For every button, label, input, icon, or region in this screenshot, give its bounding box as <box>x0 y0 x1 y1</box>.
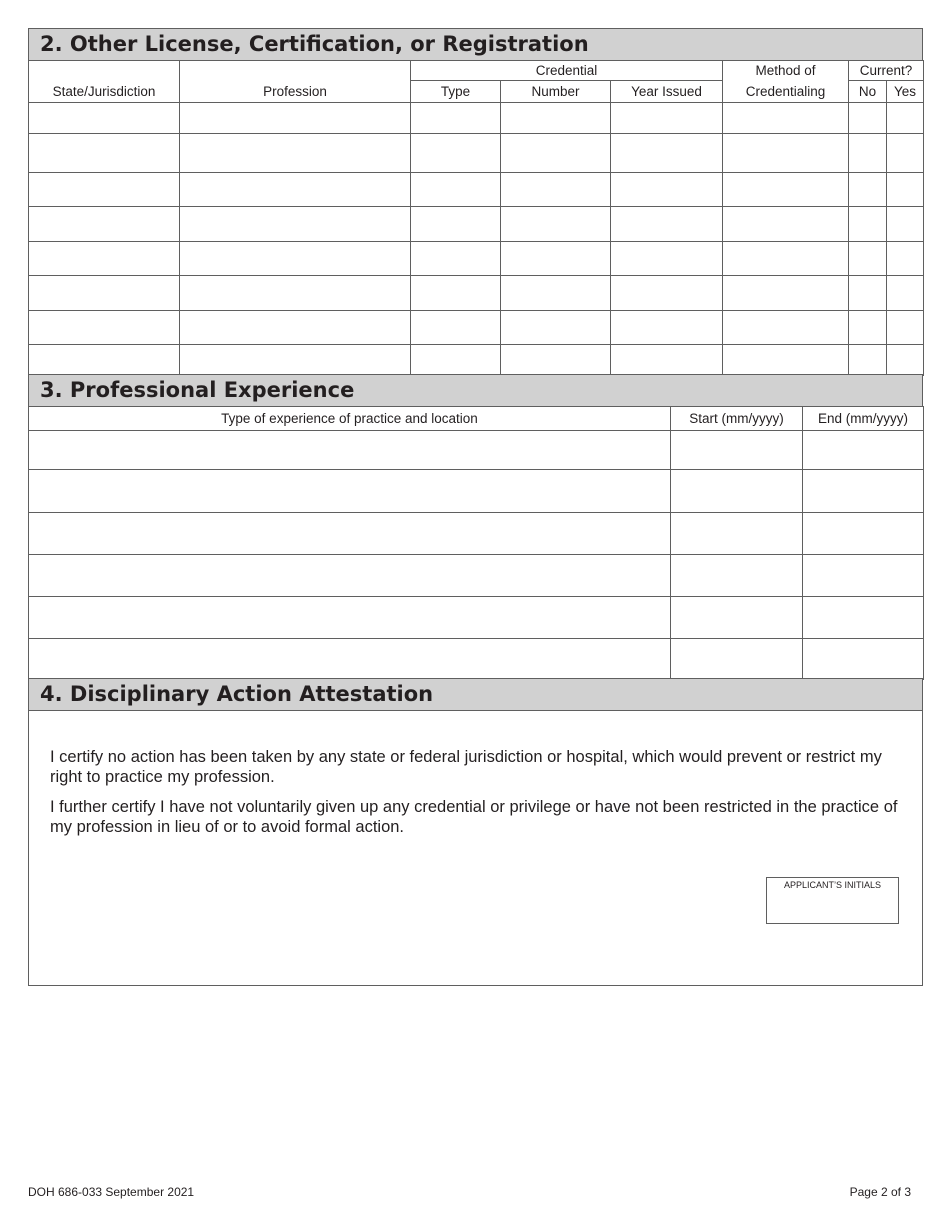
header-end: End (mm/yyyy) <box>803 407 924 431</box>
license-number-cell[interactable] <box>501 103 611 134</box>
license-profession-cell[interactable] <box>180 207 411 242</box>
page-number: Page 2 of 3 <box>849 1185 911 1199</box>
license-current-no-cell[interactable] <box>849 276 887 311</box>
license-year-issued-cell[interactable] <box>611 173 723 207</box>
experience-experience-type-cell[interactable] <box>29 555 671 597</box>
license-method-cell[interactable] <box>723 173 849 207</box>
license-year-issued-cell[interactable] <box>611 207 723 242</box>
license-current-no-cell[interactable] <box>849 311 887 345</box>
license-year-issued-cell[interactable] <box>611 345 723 376</box>
license-current-no-cell[interactable] <box>849 134 887 173</box>
license-row <box>29 345 924 376</box>
header-method-line2: Credentialing <box>723 81 849 103</box>
experience-row <box>29 639 924 680</box>
header-no: No <box>849 81 887 103</box>
header-spacer <box>29 61 180 81</box>
applicant-initials-label: APPLICANT’S INITIALS <box>783 880 882 890</box>
license-current-yes-cell[interactable] <box>887 345 924 376</box>
license-row <box>29 276 924 311</box>
section-3-title: 3. Professional Experience <box>28 374 923 407</box>
experience-start-cell[interactable] <box>671 555 803 597</box>
license-number-cell[interactable] <box>501 134 611 173</box>
experience-experience-type-cell[interactable] <box>29 597 671 639</box>
experience-end-cell[interactable] <box>803 470 924 513</box>
header-current: Current? <box>849 61 924 81</box>
experience-start-cell[interactable] <box>671 639 803 680</box>
license-year-issued-cell[interactable] <box>611 134 723 173</box>
license-table <box>28 60 924 376</box>
license-row <box>29 311 924 345</box>
license-state-cell[interactable] <box>29 242 180 276</box>
license-type-cell[interactable] <box>411 207 501 242</box>
header-credential: Credential <box>411 61 723 81</box>
section-4-title: 4. Disciplinary Action Attestation <box>28 678 923 711</box>
license-method-cell[interactable] <box>723 345 849 376</box>
license-profession-cell[interactable] <box>180 276 411 311</box>
attestation-paragraph-2: I further certify I have not voluntarily given up any credential or privilege or have not been restricted in the practice of my profession in lieu of or to avoid formal action. <box>50 798 898 836</box>
section-2-title: 2. Other License, Certification, or Registration <box>28 28 923 61</box>
license-year-issued-cell[interactable] <box>611 276 723 311</box>
license-number-cell[interactable] <box>501 242 611 276</box>
license-number-cell[interactable] <box>501 276 611 311</box>
license-current-no-cell[interactable] <box>849 207 887 242</box>
license-state-cell[interactable] <box>29 207 180 242</box>
license-profession-cell[interactable] <box>180 345 411 376</box>
license-current-no-cell[interactable] <box>849 103 887 134</box>
experience-row <box>29 597 924 639</box>
experience-row <box>29 513 924 555</box>
experience-experience-type-cell[interactable] <box>29 431 671 470</box>
experience-start-cell[interactable] <box>671 431 803 470</box>
experience-experience-type-cell[interactable] <box>29 513 671 555</box>
experience-start-cell[interactable] <box>671 597 803 639</box>
license-year-issued-cell[interactable] <box>611 311 723 345</box>
license-number-cell[interactable] <box>501 173 611 207</box>
attestation-paragraph-1: I certify no action has been taken by any state or federal jurisdiction or hospital, which would prevent or restrict my right to practice my profession. <box>50 748 882 786</box>
license-current-no-cell[interactable] <box>849 345 887 376</box>
header-method-line1: Method of <box>723 61 849 81</box>
license-type-cell[interactable] <box>411 345 501 376</box>
experience-start-cell[interactable] <box>671 513 803 555</box>
license-state-cell[interactable] <box>29 345 180 376</box>
experience-experience-type-cell[interactable] <box>29 639 671 680</box>
license-type-cell[interactable] <box>411 311 501 345</box>
license-method-cell[interactable] <box>723 207 849 242</box>
license-method-cell[interactable] <box>723 311 849 345</box>
license-number-cell[interactable] <box>501 207 611 242</box>
experience-table <box>28 406 924 680</box>
experience-end-cell[interactable] <box>803 513 924 555</box>
license-current-no-cell[interactable] <box>849 173 887 207</box>
license-current-yes-cell[interactable] <box>887 134 924 173</box>
license-type-cell[interactable] <box>411 242 501 276</box>
license-number-cell[interactable] <box>501 345 611 376</box>
license-row <box>29 207 924 242</box>
header-spacer <box>180 61 411 81</box>
header-number: Number <box>501 81 611 103</box>
license-profession-cell[interactable] <box>180 242 411 276</box>
header-yes: Yes <box>887 81 924 103</box>
license-number-cell[interactable] <box>501 311 611 345</box>
experience-end-cell[interactable] <box>803 597 924 639</box>
header-start: Start (mm/yyyy) <box>671 407 803 431</box>
license-current-yes-cell[interactable] <box>887 242 924 276</box>
license-current-no-cell[interactable] <box>849 242 887 276</box>
license-method-cell[interactable] <box>723 103 849 134</box>
experience-row <box>29 431 924 470</box>
license-type-cell[interactable] <box>411 134 501 173</box>
license-profession-cell[interactable] <box>180 311 411 345</box>
experience-start-cell[interactable] <box>671 470 803 513</box>
license-method-cell[interactable] <box>723 276 849 311</box>
experience-end-cell[interactable] <box>803 431 924 470</box>
license-current-yes-cell[interactable] <box>887 311 924 345</box>
header-profession: Profession <box>180 81 411 103</box>
license-row <box>29 103 924 134</box>
applicant-initials-field[interactable] <box>766 877 899 924</box>
license-profession-cell[interactable] <box>180 173 411 207</box>
license-row <box>29 242 924 276</box>
form-id: DOH 686-033 September 2021 <box>28 1185 195 1199</box>
license-state-cell[interactable] <box>29 311 180 345</box>
license-row <box>29 134 924 173</box>
header-type: Type <box>411 81 501 103</box>
license-year-issued-cell[interactable] <box>611 103 723 134</box>
license-profession-cell[interactable] <box>180 134 411 173</box>
license-method-cell[interactable] <box>723 134 849 173</box>
experience-end-cell[interactable] <box>803 639 924 680</box>
header-year-issued: Year Issued <box>611 81 723 103</box>
license-method-cell[interactable] <box>723 242 849 276</box>
license-current-yes-cell[interactable] <box>887 173 924 207</box>
license-type-cell[interactable] <box>411 276 501 311</box>
experience-row <box>29 470 924 513</box>
license-row <box>29 173 924 207</box>
license-state-cell[interactable] <box>29 173 180 207</box>
license-current-yes-cell[interactable] <box>887 103 924 134</box>
license-year-issued-cell[interactable] <box>611 242 723 276</box>
license-profession-cell[interactable] <box>180 103 411 134</box>
experience-row <box>29 555 924 597</box>
license-type-cell[interactable] <box>411 103 501 134</box>
license-current-yes-cell[interactable] <box>887 276 924 311</box>
license-current-yes-cell[interactable] <box>887 207 924 242</box>
license-type-cell[interactable] <box>411 173 501 207</box>
header-experience-type: Type of experience of practice and location <box>29 407 671 431</box>
license-state-cell[interactable] <box>29 103 180 134</box>
experience-experience-type-cell[interactable] <box>29 470 671 513</box>
license-state-cell[interactable] <box>29 134 180 173</box>
header-state: State/Jurisdiction <box>29 81 180 103</box>
license-state-cell[interactable] <box>29 276 180 311</box>
experience-end-cell[interactable] <box>803 555 924 597</box>
